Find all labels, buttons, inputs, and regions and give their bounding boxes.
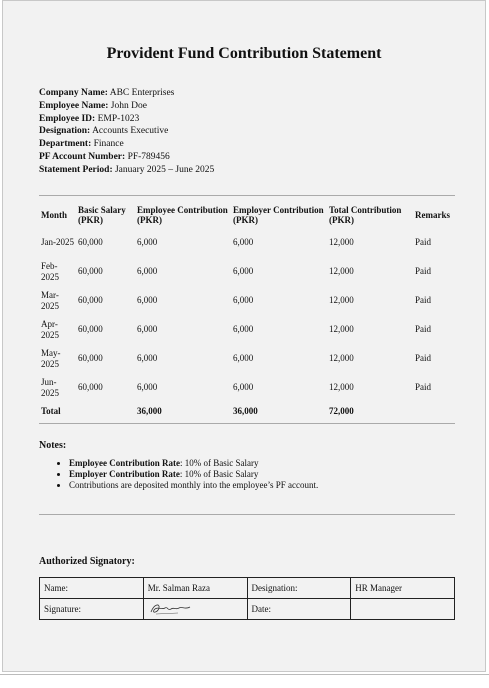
- info-label: Employee Name:: [39, 100, 109, 111]
- table-cell: 60,000: [78, 295, 103, 306]
- info-label: Designation:: [39, 126, 91, 137]
- table-cell: Mar-2025: [41, 290, 59, 311]
- table-cell: 6,000: [137, 324, 158, 335]
- table-cell: [413, 402, 455, 420]
- info-pf-account: [39, 151, 214, 164]
- info-statement-period: [39, 164, 214, 177]
- table-row: [39, 344, 455, 373]
- table-cell: 60,000: [78, 324, 103, 335]
- table-cell: 12,000: [329, 353, 354, 364]
- table-cell: Apr-2025: [41, 319, 59, 340]
- notes-list: [39, 458, 469, 491]
- table-cell: 6,000: [137, 295, 158, 306]
- signature-cell: [143, 599, 247, 620]
- table-cell: [76, 402, 135, 420]
- table-cell: 6,000: [233, 295, 254, 306]
- table-cell: 12,000: [329, 324, 354, 335]
- table-cell: May-2025: [41, 348, 61, 369]
- info-label: Company Name:: [39, 88, 108, 98]
- note-text: : 10% of Basic Salary: [179, 469, 259, 479]
- table-row: [39, 257, 455, 286]
- info-employee-name: [39, 100, 214, 113]
- table-cell: 6,000: [137, 382, 158, 393]
- info-value: Finance: [93, 139, 124, 150]
- list-item: [69, 469, 469, 480]
- divider: [39, 195, 455, 196]
- divider: [39, 514, 455, 515]
- table-cell: 60,000: [78, 382, 103, 393]
- table-row: [39, 228, 455, 257]
- table-row: [39, 286, 455, 315]
- page-bottom-border: [0, 674, 489, 675]
- list-item: [69, 480, 469, 491]
- signature-image: [148, 600, 196, 618]
- table-row: [39, 373, 455, 402]
- table-cell: 12,000: [329, 237, 354, 248]
- info-label: Department:: [39, 139, 92, 150]
- date-value: [351, 599, 455, 620]
- date-label: Date:: [247, 599, 351, 620]
- table-cell: Feb-2025: [41, 261, 59, 282]
- table-cell: 60,000: [78, 353, 103, 364]
- employee-info: [39, 87, 214, 177]
- table-cell: 72,000: [329, 405, 354, 416]
- list-item: [69, 458, 469, 469]
- info-department: [39, 138, 214, 151]
- table-cell: 60,000: [78, 266, 103, 277]
- info-designation: [39, 125, 214, 138]
- table-cell: Paid: [415, 237, 432, 248]
- column-header: Employer Contribution (PKR): [233, 204, 324, 225]
- column-header: Month: [41, 209, 68, 220]
- info-value: January 2025 – June 2025: [114, 164, 215, 175]
- note-label: Employer Contribution Rate: [69, 469, 180, 479]
- table-cell: 6,000: [233, 324, 254, 335]
- designation-label: Designation:: [247, 578, 351, 599]
- note-label: Employee Contribution Rate: [69, 458, 180, 468]
- info-label: PF Account Number:: [39, 151, 126, 162]
- info-company: [39, 87, 214, 100]
- statement-page: [2, 0, 486, 672]
- table-row: [39, 315, 455, 344]
- table-cell: 36,000: [233, 405, 258, 416]
- designation-value: HR Manager: [351, 578, 455, 599]
- table-cell: Paid: [415, 324, 432, 335]
- table-cell: Paid: [415, 353, 432, 364]
- table-cell: Jan-2025: [41, 237, 74, 248]
- table-cell: 12,000: [329, 266, 354, 277]
- info-value: ABC Enterprises: [109, 88, 175, 98]
- table-cell: Jun-2025: [41, 377, 59, 398]
- column-header: Employee Contribution (PKR): [137, 204, 228, 225]
- info-employee-id: [39, 113, 214, 126]
- signatory-table: [39, 577, 455, 620]
- table-cell: Paid: [415, 295, 432, 306]
- column-header: Total Contribution (PKR): [329, 204, 402, 225]
- signature-label: Signature:: [40, 599, 144, 620]
- table-cell: Paid: [415, 266, 432, 277]
- table-row: [40, 578, 455, 599]
- authorized-signatory-title: Authorized Signatory:: [39, 556, 135, 567]
- table-cell: 6,000: [137, 353, 158, 364]
- name-value: Mr. Salman Raza: [143, 578, 247, 599]
- info-value: PF-789456: [127, 151, 170, 162]
- table-cell: 6,000: [137, 237, 158, 248]
- table-cell: Total: [41, 405, 61, 416]
- column-header: Remarks: [415, 209, 450, 220]
- table-cell: 6,000: [233, 266, 254, 277]
- table-cell: 12,000: [329, 382, 354, 393]
- table-cell: 12,000: [329, 295, 354, 306]
- notes-title: Notes:: [39, 440, 67, 451]
- table-row: [40, 599, 455, 620]
- table-cell: 6,000: [233, 237, 254, 248]
- table-total-row: [39, 402, 455, 420]
- table-header-row: [39, 202, 455, 228]
- divider: [39, 423, 455, 424]
- note-text: : 10% of Basic Salary: [180, 458, 259, 468]
- info-value: John Doe: [110, 100, 147, 111]
- table-cell: 60,000: [78, 237, 103, 248]
- table-cell: 6,000: [233, 382, 254, 393]
- info-value: Accounts Executive: [92, 126, 169, 137]
- page-title: Provident Fund Contribution Statement: [106, 45, 382, 62]
- table-cell: 6,000: [137, 266, 158, 277]
- info-value: EMP-1023: [97, 113, 140, 124]
- info-label: Employee ID:: [39, 113, 96, 124]
- name-label: Name:: [40, 578, 144, 599]
- column-header: Basic Salary (PKR): [78, 204, 126, 225]
- info-label: Statement Period:: [39, 164, 113, 175]
- contribution-table: [39, 202, 455, 420]
- table-cell: Paid: [415, 382, 432, 393]
- table-cell: 6,000: [233, 353, 254, 364]
- note-text: Contributions are deposited monthly into the employee’s PF account.: [69, 480, 319, 490]
- table-cell: 36,000: [137, 405, 162, 416]
